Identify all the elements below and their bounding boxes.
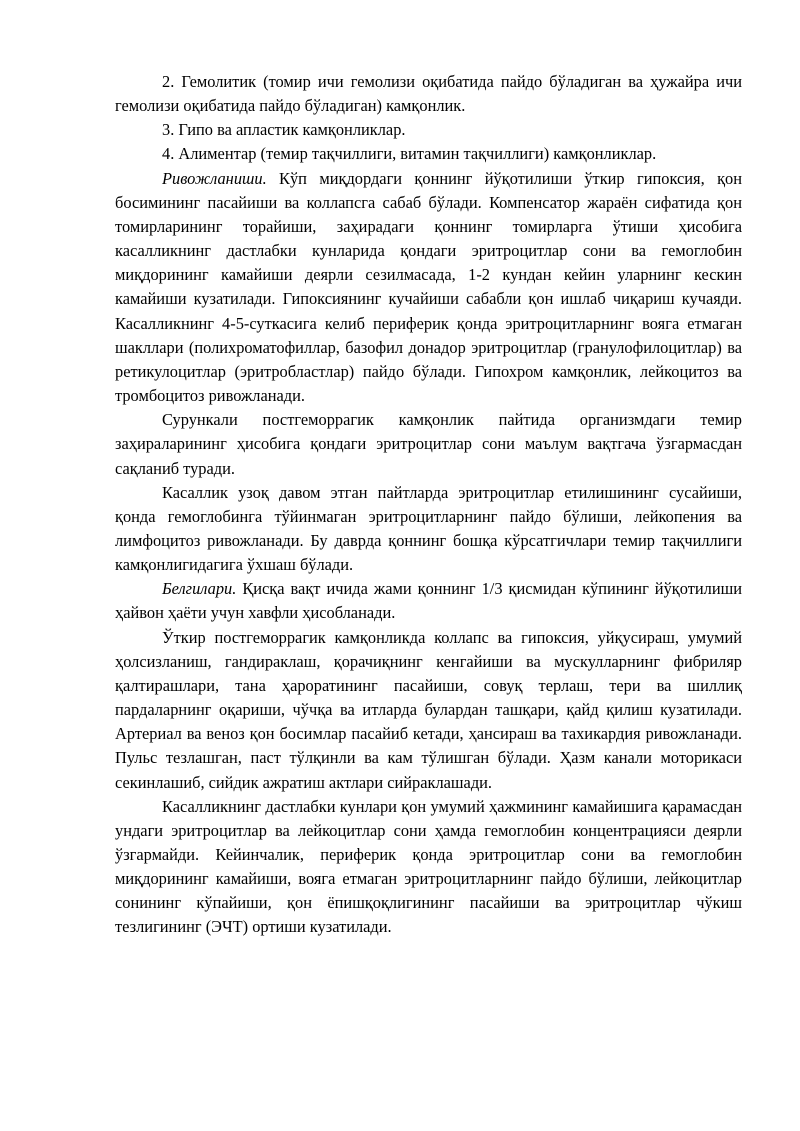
paragraph-long-course [115,481,742,578]
section-lead: Белгилари. [162,579,237,599]
paragraph-text: Сурункали постгеморрагик камқонлик пайтида организмдаги темир заҳираларининг ҳисобига қондаги эритроцитлар сони маълум вақтгача ўзгармасдан сақланиб туради. [115,410,742,478]
paragraph-text: Касалликнинг дастлабки кунлари қон умумий ҳажмининг камайишига қарамасдан ундаги эритроцитлар ва лейкоцитлар сони ҳамда гемоглобин концентрацияси деярли ўзгармайди. Кейинчалик, периферик қонда эритроцитлар сони ва гемоглобин миқдорининг камайиши, вояга етмаган эритроцитларнинг пайдо бўлиши, лейкоцитлар сонининг кўпайиши, қон ёпишқоқлигининг пасайиши ва эритроцитлар чўкиш тезлигининг (ЭЧТ) ортиши кузатилади. [115,796,742,937]
paragraph-text: Ўткир постгеморрагик камқонликда коллапс ва гипоксия, уйқусираш, умумий ҳолсизланиш, гандираклаш, қорачиқнинг кенгайиши ва мускулларнинг фибриляр қалтирашлари, тана ҳароратининг пасайиши, совуқ терлаш, тери ва шиллиқ пардаларнинг оқариши, чўчқа ва итларда булардан ташқари, қайд қилиш кузатилади. Артериал ва веноз қон босимлар пасайиб кетади, ҳансираш ва тахикардия ривожланади. Пульс тезлашган, паст тўлқинли ва кам тўлишган бўлади. Ҳазм канали моторикаси секинлашиб, сийдик ажратиш актлари сийраклашади. [115,627,742,792]
paragraph-acute [115,626,742,795]
paragraph-text: 2. Гемолитик (томир ичи гемолизи оқибатида пайдо бўладиган ва ҳужайра ичи гемолизи оқибатида пайдо бўладиган) камқонлик. [115,72,742,116]
paragraph-text: Қисқа вақт ичида жами қоннинг 1/3 қисмидан кўпининг йўқотилиши ҳайвон ҳаёти учун хавфли ҳисобланади. [115,579,742,623]
paragraph-text: 3. Гипо ва апластик камқонликлар. [162,120,406,140]
paragraph-text: 4. Алиментар (темир тақчиллиги, витамин тақчиллиги) камқонликлар. [162,144,657,164]
paragraph-development [115,167,742,409]
document-page [115,70,742,940]
list-item-alimentary [115,142,742,166]
paragraph-text: Касаллик узоқ давом этган пайтларда эритроцитлар етилишининг сусайиши, қонда гемоглобинга тўйинмаган эритроцитларнинг пайдо бўлиши, лейкопения ва лимфоцитоз ривожланади. Бу даврда қоннинг бошқа кўрсатгичлари темир тақчиллиги камқонлигидагига ўхшаш бўлади. [115,482,742,575]
paragraph-signs [115,577,742,625]
paragraph-chronic [115,408,742,480]
section-lead: Ривожланиши. [162,168,267,188]
list-item-hypoplastic [115,118,742,142]
paragraph-text: Кўп миқдордаги қоннинг йўқотилиши ўткир гипоксия, қон босимининг пасайиши ва коллапсга сабаб бўлади. Компенсатор жараён сифатида қон томирларининг торайиши, заҳирадаги қоннинг томирларга ўтиши ҳисобига касалликнинг дастлабки кунларида қондаги эритроцитлар сони ва гемоглобин миқдорининг камайиши деярли сезилмасада, 1-2 кундан кейин уларнинг кескин камайиши кузатилади. Гипоксиянинг кучайиши сабабли қон ишлаб чиқариш кучаяди. Касалликнинг 4-5-суткасига келиб периферик қонда эритроцитларнинг вояга етмаган шакллари (полихроматофиллар, базофил донадор эритроцитлар (гранулофилоцитлар) ва ретикулоцитлар (эритробластлар) пайдо бўлади. Гипохром камқонлик, лейкоцитоз ва тромбоцитоз ривожланади. [115,168,742,406]
paragraph-early-days [115,795,742,940]
list-item-hemolytic [115,70,742,118]
